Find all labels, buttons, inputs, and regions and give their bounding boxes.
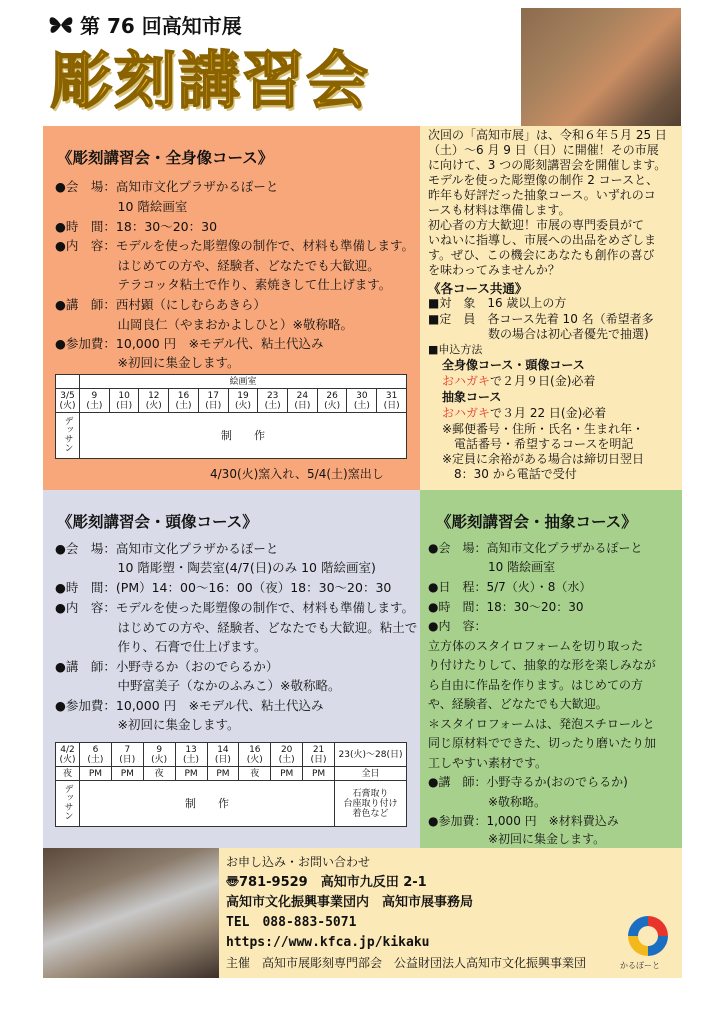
abstract-course-line: ＊スタイロフォームは、発泡スチロールと bbox=[428, 717, 655, 731]
table-cell-date: 3/5 (火) bbox=[56, 389, 80, 413]
head-course-line: ●会 場：高知市文化プラザかるぽーと bbox=[55, 541, 279, 556]
abstract-course-line: 立方体のスタイロフォームを切り取った bbox=[428, 639, 644, 653]
apply-note: 8：30 から電話で受付 bbox=[442, 467, 577, 481]
intro-line: いねいに指導し、市展への出品をめざしま bbox=[428, 233, 657, 247]
capacity-line: 数の場合は初心者優先で抽選) bbox=[428, 327, 649, 341]
intro-line: 昨年も好評だった抽象コース。いずれのコ bbox=[428, 188, 656, 202]
head-course-line: ●内 容：モデルを使った彫塑像の制作で、材料も準備します。 bbox=[55, 600, 415, 615]
head-course-line: ●講 師：小野寺るか（おのでらるか） bbox=[55, 659, 279, 674]
head-course-line: ※初回に集金します。 bbox=[55, 717, 240, 732]
postal-address: 〠781-9529 高知市九反田 2-1 bbox=[226, 875, 427, 890]
intro-line: モデルを使った彫塑像の制作 2 コースと、 bbox=[428, 173, 659, 187]
table-cell-date: 30 (土) bbox=[347, 389, 377, 413]
intro-line: 初心者の方大歓迎！市展の専門委員がて bbox=[428, 218, 645, 232]
abstract-course-title: 《彫刻講習会・抽象コース》 bbox=[436, 513, 637, 531]
abstract-course-line: ●講 師：小野寺るか(おのでらるか) bbox=[428, 775, 628, 789]
common-heading: 《各コース共通》 bbox=[428, 281, 528, 296]
target-line: ■対 象 16 歳以上の方 bbox=[428, 296, 567, 310]
phone-number: TEL 088-883-5071 bbox=[226, 915, 357, 930]
table-cell-date: 6 (土) bbox=[80, 743, 112, 767]
head-course-line: 中野富美子（なかのふみこ）※敬称略。 bbox=[55, 678, 341, 693]
head-course-line: はじめての方や、経験者、どなたでも大歓迎。粘土で bbox=[55, 620, 418, 635]
full-course-title: 《彫刻講習会・全身像コース》 bbox=[57, 149, 274, 167]
abstract-course-line: 10 階絵画室 bbox=[428, 560, 556, 574]
abstract-course-line: ※初回に集金します。 bbox=[428, 832, 606, 846]
website-url: https://www.kfca.jp/kikaku bbox=[226, 935, 430, 950]
abstract-course-line: ●日 程：5/7（火）・8（水） bbox=[428, 580, 592, 594]
table-cell bbox=[56, 375, 80, 389]
head-course-title: 《彫刻講習会・頭像コース》 bbox=[57, 513, 258, 531]
table-cell-date: 13 (土) bbox=[175, 743, 207, 767]
table-cell-final-time: 全日 bbox=[335, 767, 407, 781]
table-cell-date: 9 (火) bbox=[143, 743, 175, 767]
karupoto-logo-icon bbox=[624, 912, 672, 960]
kiln-note: 4/30(火)窯入れ、5/4(土)窯出し bbox=[210, 467, 384, 481]
full-course-line: ●内 容：モデルを使った彫塑像の制作で、材料も準備します。 bbox=[55, 238, 415, 253]
full-course-line: はじめての方や、経験者、どなたでも大歓迎。 bbox=[55, 258, 380, 273]
table-cell-date: 10 (日) bbox=[109, 389, 139, 413]
full-course-line: 10 階絵画室 bbox=[55, 199, 188, 214]
table-cell-date: 24 (日) bbox=[288, 389, 318, 413]
full-course-line: ※初回に集金します。 bbox=[55, 355, 240, 370]
organizers: 主催 高知市展彫刻専門部会 公益財団法人高知市文化振興事業団 bbox=[226, 956, 587, 970]
table-cell-date: 20 (土) bbox=[271, 743, 303, 767]
full-course-line: 山岡良仁（やまおかよしひと）※敬称略。 bbox=[55, 317, 353, 332]
table-cell-dessin: デッサン bbox=[56, 413, 80, 459]
table-cell-final-work: 石膏取り 台座取り付け 着色など bbox=[335, 781, 407, 827]
apply-note: 電話番号・希望するコースを明記 bbox=[442, 437, 634, 451]
table-cell-work: 制 作 bbox=[80, 413, 407, 459]
table-cell-time: PM bbox=[80, 767, 112, 781]
table-cell-room: 絵画室 bbox=[80, 375, 407, 389]
intro-line: に向けて、3 つの彫刻講習会を開催します。 bbox=[428, 158, 667, 172]
sculpting-photo bbox=[521, 8, 681, 141]
apply-note: ※定員に余裕がある場合は締切日翌日 bbox=[442, 452, 645, 466]
butterfly-logo-icon bbox=[48, 12, 74, 38]
exhibition-edition: 第 76 回高知市展 bbox=[80, 14, 242, 38]
table-cell-date: 7 (日) bbox=[111, 743, 143, 767]
head-course-line: 作り、石膏で仕上げます。 bbox=[55, 639, 267, 654]
table-cell-date: 17 (日) bbox=[198, 389, 228, 413]
table-cell-work: 制 作 bbox=[80, 781, 335, 827]
page-title: 彫刻講習会 bbox=[50, 44, 371, 117]
contact-heading: お申し込み・お問い合わせ bbox=[226, 855, 371, 869]
full-body-course-panel bbox=[43, 126, 420, 490]
table-cell-date: 19 (火) bbox=[228, 389, 258, 413]
table-cell-time: PM bbox=[207, 767, 239, 781]
full-course-schedule-table bbox=[55, 374, 407, 459]
apply-deadline-1: おハガキで２月９日(金)必着 bbox=[442, 374, 596, 388]
apply-course-1: 全身像コース・頭像コース bbox=[442, 358, 585, 372]
table-cell-date: 12 (火) bbox=[139, 389, 169, 413]
full-course-line: ●会 場：高知市文化プラザかるぽーと bbox=[55, 179, 279, 194]
abstract-course-line: ●会 場：高知市文化プラザかるぽーと bbox=[428, 541, 643, 555]
apply-deadline-2: おハガキで３月 22 日(金)必着 bbox=[442, 406, 607, 420]
sculptor-photo bbox=[43, 848, 219, 978]
intro-line: 次回の「高知市展」は、令和６年５月 25 日 bbox=[428, 128, 667, 142]
table-cell-time: PM bbox=[271, 767, 303, 781]
abstract-course-line: 同じ原材料でできた、切ったり磨いたり加 bbox=[428, 736, 657, 750]
abstract-course-line: ●参加費：1,000 円 ※材料費込み bbox=[428, 814, 619, 828]
table-cell-date: 16 (火) bbox=[239, 743, 271, 767]
abstract-course-line: ら自由に作品を作ります。はじめての方 bbox=[428, 678, 644, 692]
table-cell-time: 夜 bbox=[56, 767, 80, 781]
abstract-course-line: り付けたりして、抽象的な形を楽しみなが bbox=[428, 658, 656, 672]
intro-line: を味わってみませんか？ bbox=[428, 263, 560, 277]
table-cell-dessin: デッサン bbox=[56, 781, 80, 827]
table-cell-time: 夜 bbox=[143, 767, 175, 781]
full-course-line: ●参加費：10,000 円 ※モデル代、粘土代込み bbox=[55, 336, 324, 351]
table-cell-time: PM bbox=[175, 767, 207, 781]
abstract-course-line: ●時 間：18：30～20：30 bbox=[428, 600, 584, 614]
table-cell-date: 9 (土) bbox=[80, 389, 110, 413]
abstract-course-line: や、経験者、どなたでも大歓迎。 bbox=[428, 697, 608, 711]
abstract-course-panel bbox=[420, 490, 682, 848]
logo-text: かるぽーと bbox=[620, 961, 660, 970]
abstract-course-line: ※敬称略。 bbox=[428, 795, 547, 809]
intro-line: ースも材料は準備します。 bbox=[428, 203, 571, 217]
full-course-line: テラコッタ粘土で作り、素焼きして仕上げます。 bbox=[55, 277, 392, 292]
abstract-course-line: 工しやすい素材です。 bbox=[428, 756, 548, 770]
table-cell-time: PM bbox=[111, 767, 143, 781]
table-cell-time: 夜 bbox=[239, 767, 271, 781]
head-course-schedule-table bbox=[55, 742, 407, 827]
capacity-line: ■定 員 各コース先着 10 名（希望者多 bbox=[428, 312, 654, 326]
intro-line: （土）～6 月 9 日（日）に開催！その市展 bbox=[428, 143, 659, 157]
table-cell-date: 4/2 (火) bbox=[56, 743, 80, 767]
table-cell-date: 26 (火) bbox=[317, 389, 347, 413]
head-course-line: ●参加費：10,000 円 ※モデル代、粘土代込み bbox=[55, 698, 324, 713]
intro-line: す。ぜひ、この機会にあなたも創作の喜び bbox=[428, 248, 655, 262]
common-info-panel bbox=[420, 126, 682, 490]
table-cell-date: 31 (日) bbox=[377, 389, 407, 413]
table-cell-time: PM bbox=[303, 767, 335, 781]
apply-note: ※郵便番号・住所・氏名・生まれ年・ bbox=[442, 422, 645, 436]
table-cell-date: 16 (土) bbox=[169, 389, 199, 413]
apply-course-2: 抽象コース bbox=[442, 390, 502, 404]
table-cell-final-date: 23(火)～28(日) bbox=[335, 743, 407, 767]
apply-heading: ■申込方法 bbox=[428, 343, 483, 356]
full-course-line: ●時 間：18：30～20：30 bbox=[55, 219, 218, 234]
full-course-line: ●講 師：西村顕（にしむらあきら） bbox=[55, 297, 266, 312]
abstract-course-line: ●内 容： bbox=[428, 619, 487, 633]
table-cell-date: 23 (土) bbox=[258, 389, 288, 413]
table-cell-date: 21 (日) bbox=[303, 743, 335, 767]
head-course-line: ●時 間：(PM）14：00～16：00（夜）18：30～20：30 bbox=[55, 580, 392, 595]
office-name: 高知市文化振興事業団内 高知市展事務局 bbox=[226, 895, 474, 910]
table-cell-date: 14 (日) bbox=[207, 743, 239, 767]
head-course-line: 10 階彫塑・陶芸室(4/7(日)のみ 10 階絵画室) bbox=[55, 560, 376, 575]
head-course-panel bbox=[43, 490, 420, 848]
